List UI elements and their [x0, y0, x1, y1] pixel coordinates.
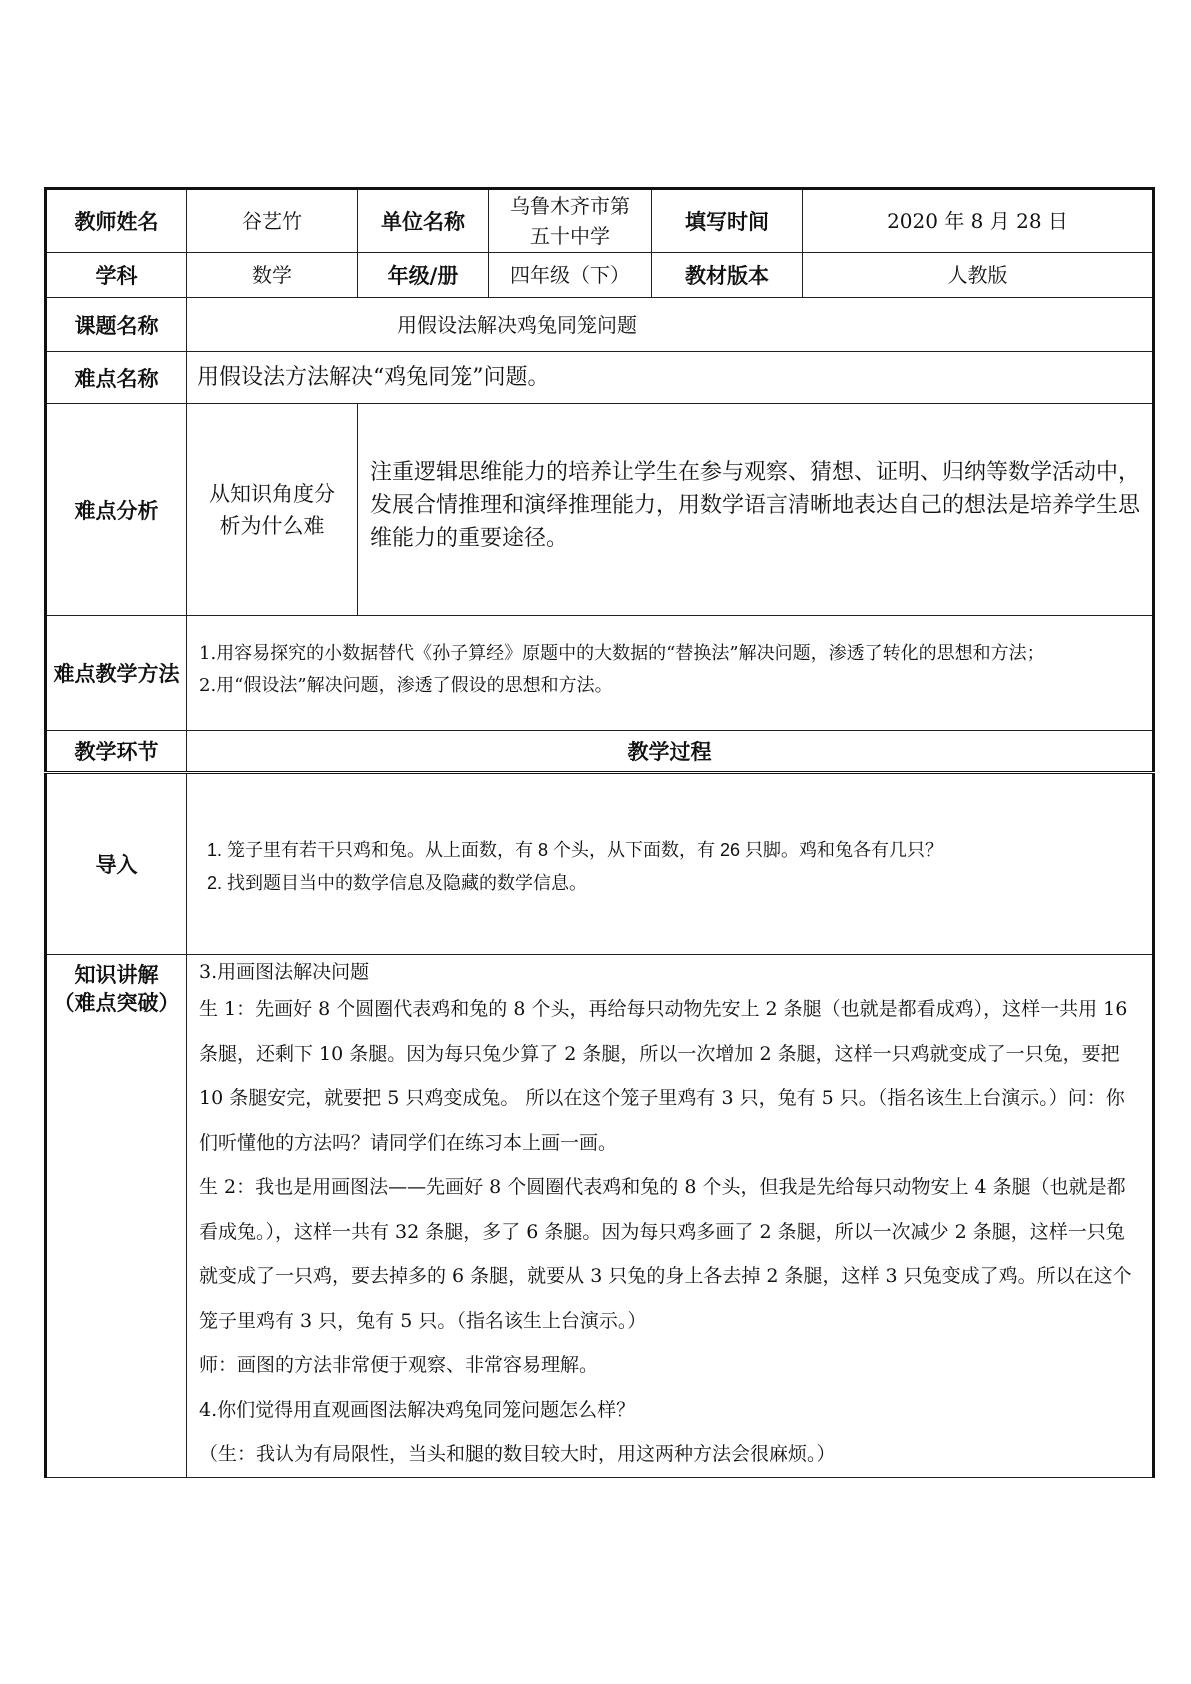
knowledge-label-line-2: （难点突破）	[53, 991, 180, 1015]
knowledge-label-line-1: 知识讲解	[74, 963, 159, 987]
unit-label: 单位名称	[358, 189, 489, 253]
unit-value: 乌鲁木齐市第五十中学	[489, 189, 652, 253]
difficulty-value: 用假设法方法解决“鸡兔同笼”问题。	[187, 352, 1154, 404]
grade-value: 四年级（下）	[489, 253, 652, 298]
knowledge-label	[46, 955, 187, 1478]
teacher-label: 教师姓名	[46, 189, 187, 253]
date-value: 2020 年 8 月 28 日	[803, 189, 1154, 253]
knowledge-paragraph-3: 生 2：我也是用画图法——先画好 8 个圆圈代表鸡和兔的 8 个头，但我是先给每只动物安上 4 条腿（也就是都看成兔。），这样一共有 32 条腿，多了 6 条腿。因为每只鸡多画了 2 条腿，所以一次减少 2 条腿，这样一只兔就变成了一只鸡，要去掉多的 6 条腿，就要从 3 只兔的身上各去掉 2 条腿，这样 3 只兔变成了鸡。所以在这个笼子里鸡有 3 只，兔有 5 只。（指名该生上台演示。）	[199, 1176, 1132, 1332]
edition-label: 教材版本	[652, 253, 803, 298]
method-content	[187, 616, 1154, 731]
subject-value: 数学	[187, 253, 358, 298]
lesson-plan-table	[44, 187, 1155, 1478]
teacher-value: 谷艺竹	[187, 189, 358, 253]
intro-label: 导入	[46, 773, 187, 955]
knowledge-paragraph-2: 生 1：先画好 8 个圆圈代表鸡和兔的 8 个头，再给每只动物先安上 2 条腿（也就是都看成鸡），这样一共用 16 条腿，还剩下 10 条腿。因为每只兔少算了 2 条腿，所以一次增加 2 条腿，这样一只鸡就变成了一只兔，要把 10 条腿安完，就要把 5 只鸡变成兔。 所以在这个笼子里鸡有 3 只，兔有 5 只。（指名该生上台演示。）问：你们听懂他的方法吗？请同学们在练习本上画一画。	[199, 998, 1128, 1154]
edition-value: 人教版	[803, 253, 1154, 298]
grade-label: 年级/册	[358, 253, 489, 298]
knowledge-paragraph-6: （生：我认为有局限性，当头和腿的数目较大时，用这两种方法会很麻烦。）	[199, 1443, 836, 1465]
intro-item-2: 2. 找到题目当中的数学信息及隐藏的数学信息。	[227, 867, 1152, 900]
knowledge-paragraph-4: 师：画图的方法非常便于观察、非常容易理解。	[199, 1354, 599, 1376]
knowledge-content	[187, 955, 1154, 1478]
analysis-label: 难点分析	[46, 404, 187, 616]
topic-value: 用假设法解决鸡兔同笼问题	[187, 298, 1154, 352]
topic-label: 课题名称	[46, 298, 187, 352]
date-label: 填写时间	[652, 189, 803, 253]
process-header-label: 教学过程	[187, 731, 1154, 773]
intro-list	[187, 834, 1152, 900]
subject-label: 学科	[46, 253, 187, 298]
method-line-1: 1.用容易探究的小数据替代《孙子算经》原题中的大数据的“替换法”解决问题，渗透了转化的思想和方法；	[199, 643, 1045, 664]
method-line-2: 2.用“假设法”解决问题，渗透了假设的思想和方法。	[199, 675, 613, 696]
analysis-value: 注重逻辑思维能力的培养让学生在参与观察、猜想、证明、归纳等数学活动中，发展合情推理和演绎推理能力，用数学语言清晰地表达自己的想法是培养学生思维能力的重要途径。	[358, 404, 1154, 616]
difficulty-label: 难点名称	[46, 352, 187, 404]
knowledge-paragraph-5: 4.你们觉得用直观画图法解决鸡兔同笼问题怎么样？	[199, 1398, 636, 1421]
intro-content	[187, 773, 1154, 955]
method-label: 难点教学方法	[46, 616, 187, 731]
stage-header-label: 教学环节	[46, 731, 187, 773]
analysis-sub-label: 从知识角度分析为什么难	[187, 404, 358, 616]
knowledge-paragraph-1: 3.用画图法解决问题	[199, 961, 370, 983]
intro-item-1: 1. 笼子里有若干只鸡和兔。从上面数，有 8 个头，从下面数，有 26 只脚。鸡和兔各有几只？	[227, 834, 1152, 867]
